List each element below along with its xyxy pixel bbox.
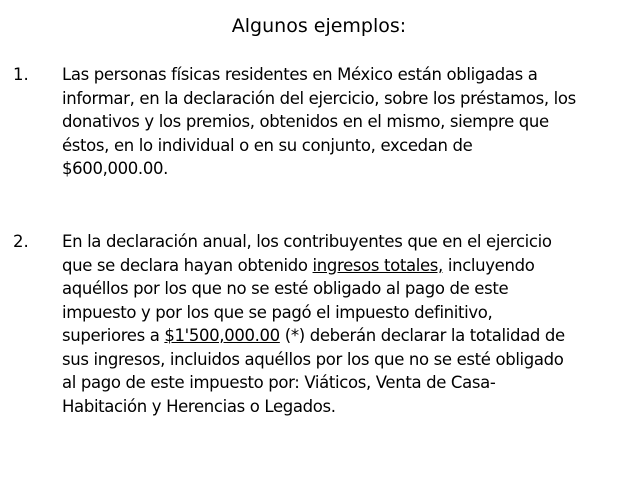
text-line: éstos, en lo individual o en su conjunto, excedan de [62,135,473,155]
underlined-term-ingresos-totales: ingresos totales, [312,255,443,275]
slide-title: Algunos ejemplos: [231,15,407,37]
text-line [62,254,628,278]
list-item-number: 2. [13,232,29,251]
text-line [62,324,628,348]
text-line: Las personas físicas residentes en México están obligadas a [62,65,538,84]
text-line: sus ingresos, incluidos aquéllos por los que no se esté obligado [62,349,564,369]
text-line: donativos y los premios, obtenidos en el mismo, siempre que [62,112,549,131]
text-line: Habitación y Herencias o Legados. [62,396,336,416]
text-segment: que se declara hayan obtenido [62,255,313,275]
text-line: informar, en la declaración del ejercicio, sobre los préstamos, los [62,88,576,108]
underlined-amount: $1'500,000.00 [164,326,280,345]
text-line: aquéllos por los que no se esté obligado al pago de este [62,279,509,298]
text-segment: superiores a [62,326,165,345]
text-line: al pago de este impuesto por: Viáticos, Venta de Casa- [62,373,496,392]
list-item-text [62,230,628,418]
text-segment: incluyendo [442,255,535,275]
text-line: impuesto y por los que se pagó el impuesto definitivo, [62,302,493,322]
text-segment: (*) deberán declarar la totalidad de [279,326,565,345]
text-line: $600,000.00. [62,159,169,178]
text-line: En la declaración anual, los contribuyentes que en el ejercicio [62,232,552,251]
list-item-text [62,63,628,181]
list-item-number: 1. [13,65,29,84]
